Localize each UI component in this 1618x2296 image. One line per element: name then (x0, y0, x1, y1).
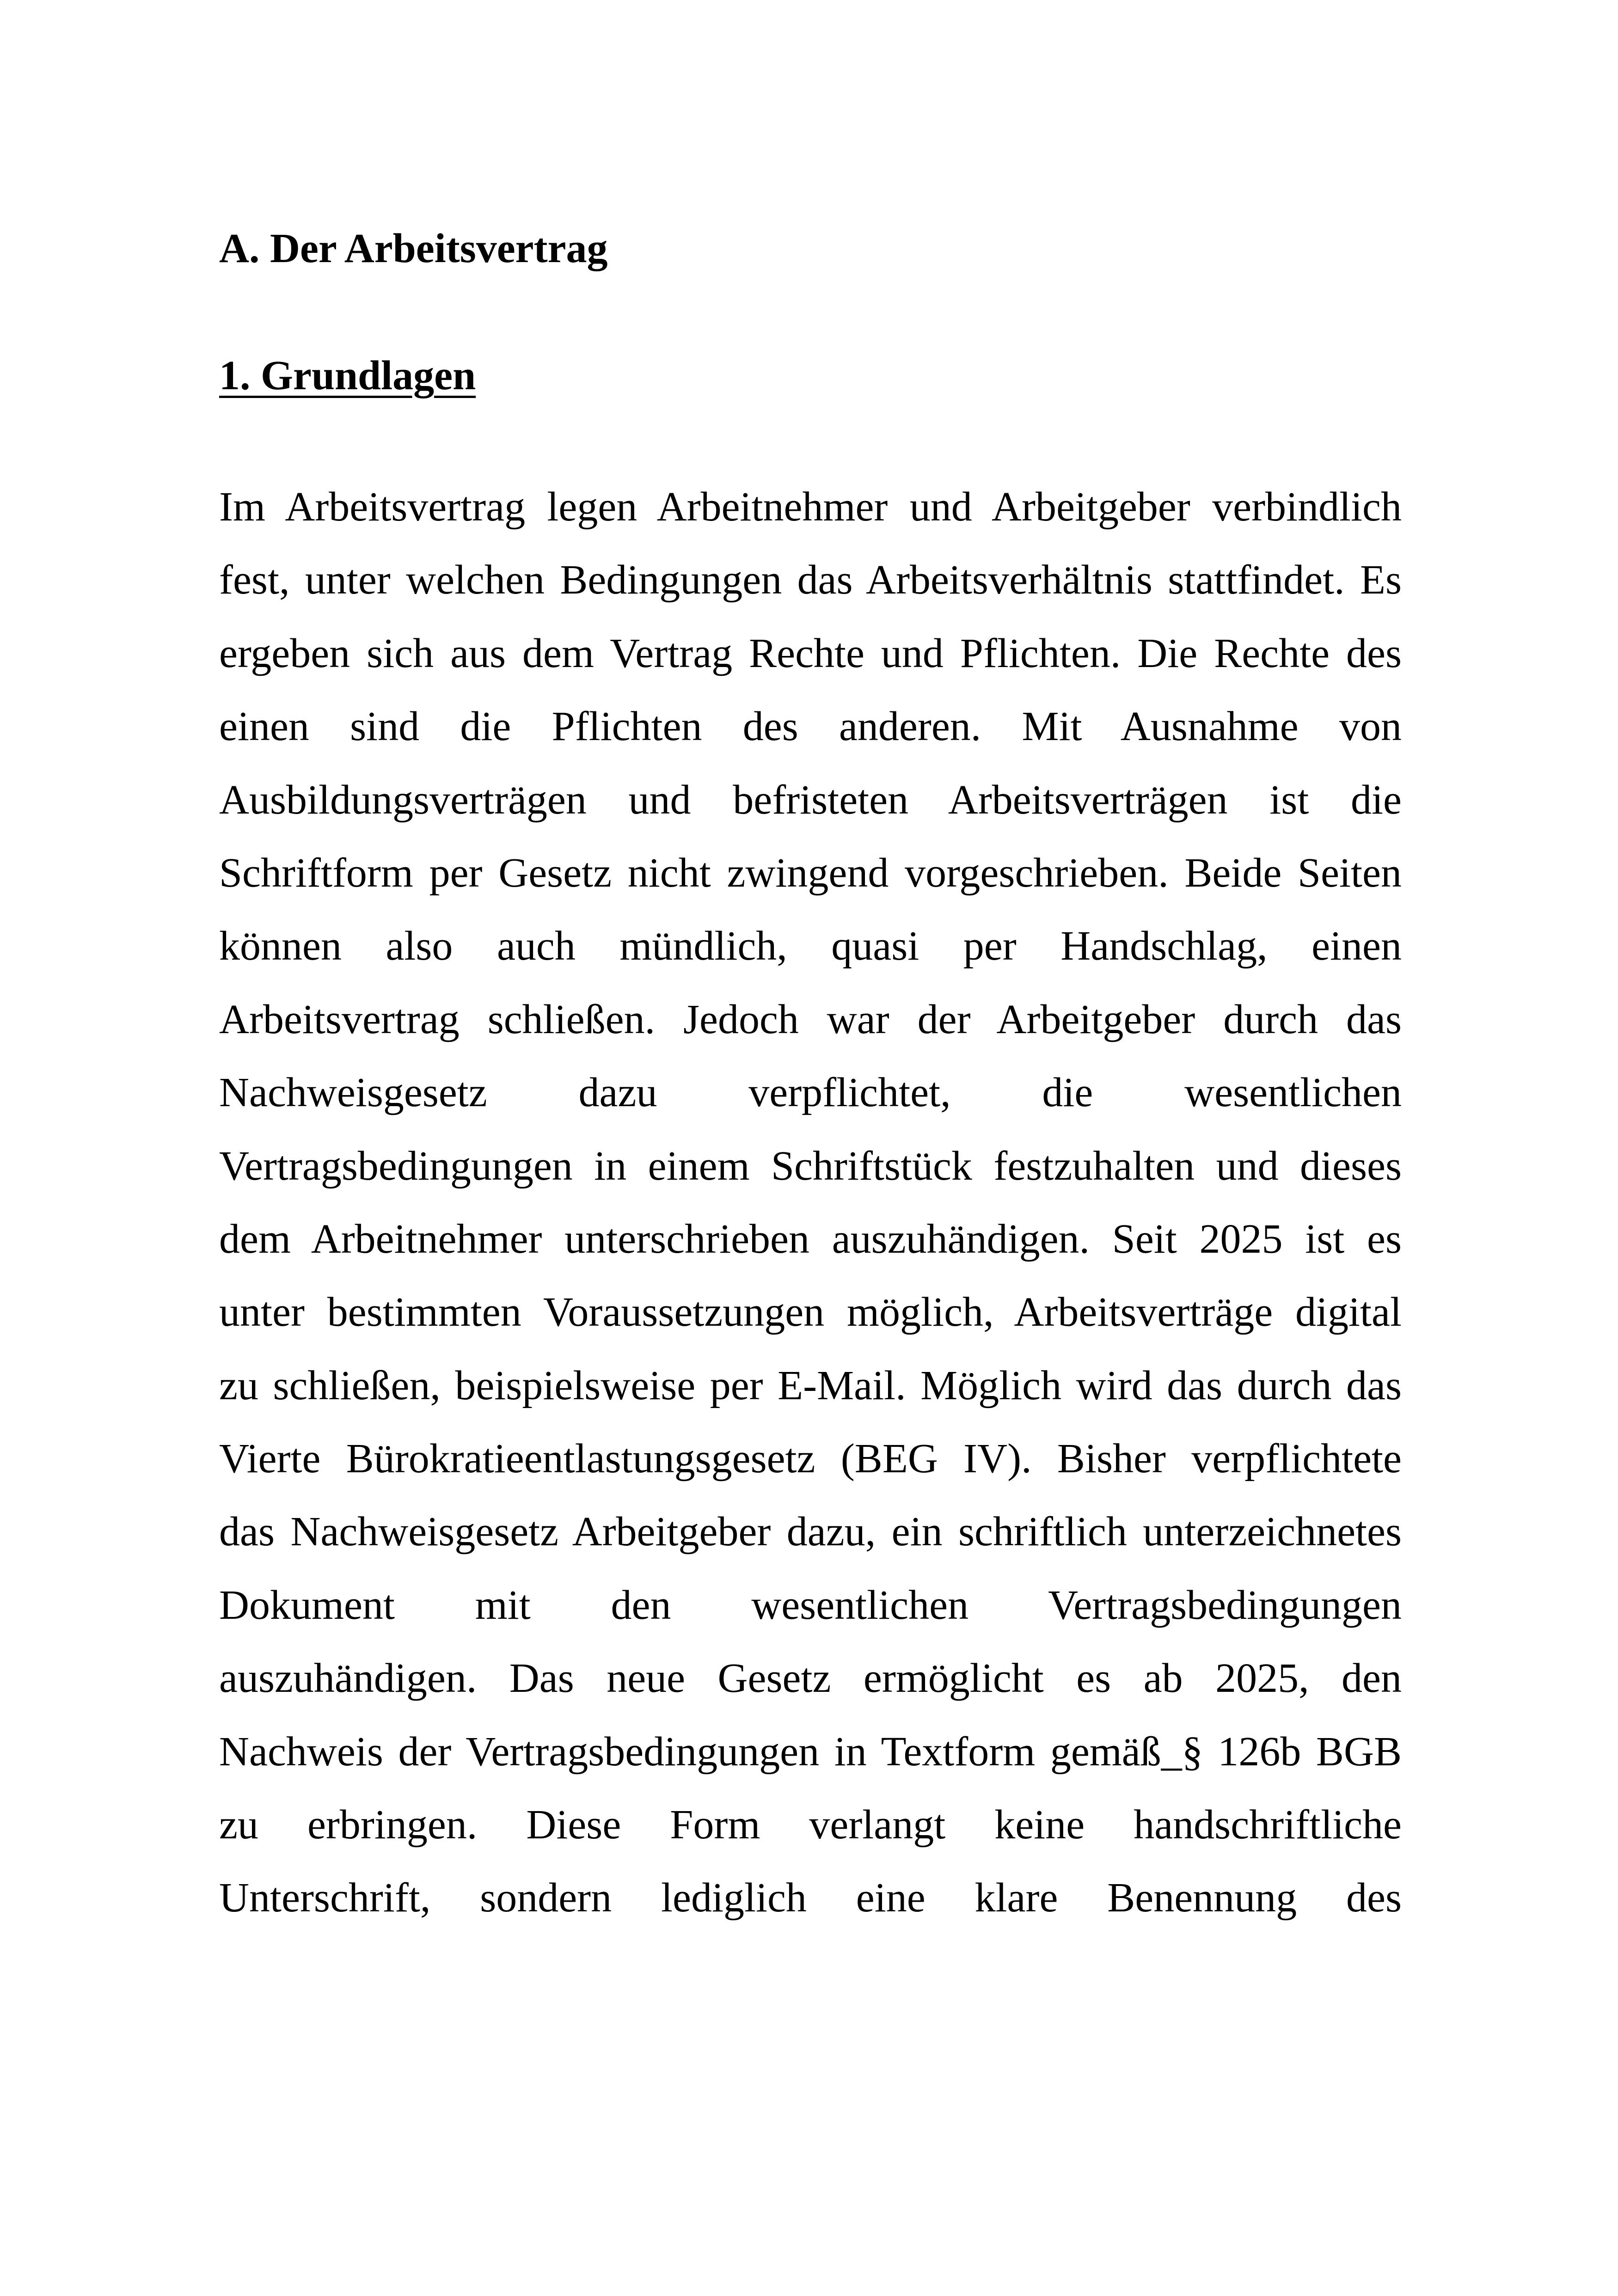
paragraph-line: fest, unter welchen Bedingungen das Arbeitsverhältnis stattfindet. Es (219, 557, 1402, 603)
paragraph-line: Schriftform per Gesetz nicht zwingend vorgeschrieben. Beide Seiten (219, 850, 1402, 896)
paragraph-line: Unterschrift, sondern lediglich eine klare Benennung des (219, 1875, 1402, 1921)
paragraph-line: ergeben sich aus dem Vertrag Rechte und Pflichten. Die Rechte des (219, 630, 1402, 676)
paragraph-line: zu erbringen. Diese Form verlangt keine handschriftliche (219, 1802, 1402, 1848)
paragraph-line: Nachweisgesetz dazu verpflichtet, die wesentlichen (219, 1070, 1402, 1116)
body-paragraph (219, 471, 1402, 1935)
paragraph-line: das Nachweisgesetz Arbeitgeber dazu, ein schriftlich unterzeichnetes (219, 1509, 1402, 1555)
paragraph-line: dem Arbeitnehmer unterschrieben auszuhändigen. Seit 2025 ist es (219, 1216, 1402, 1262)
paragraph-line: Dokument mit den wesentlichen Vertragsbedingungen (219, 1582, 1402, 1628)
paragraph-line: auszuhändigen. Das neue Gesetz ermöglicht es ab 2025, den (219, 1655, 1402, 1702)
page-content (219, 217, 1402, 1935)
paragraph-line: einen sind die Pflichten des anderen. Mit Ausnahme von (219, 704, 1402, 750)
paragraph-line: Arbeitsvertrag schließen. Jedoch war der Arbeitgeber durch das (219, 996, 1402, 1042)
paragraph-line: können also auch mündlich, quasi per Handschlag, einen (219, 923, 1402, 969)
section-heading: A. Der Arbeitsvertrag (219, 226, 608, 271)
paragraph-line: Nachweis der Vertragsbedingungen in Textform gemäß_§ 126b BGB (219, 1728, 1402, 1775)
paragraph-line: Im Arbeitsvertrag legen Arbeitnehmer und Arbeitgeber verbindlich (219, 484, 1402, 530)
paragraph-line: Ausbildungsverträgen und befristeten Arbeitsverträgen ist die (219, 777, 1402, 823)
paragraph-line: Vierte Bürokratieentlastungsgesetz (BEG IV). Bisher verpflichtete (219, 1436, 1402, 1482)
paragraph-line: Vertragsbedingungen in einem Schriftstück festzuhalten und dieses (219, 1143, 1402, 1189)
subsection-heading: 1. Grundlagen (219, 353, 476, 398)
paragraph-line: zu schließen, beispielsweise per E-Mail. Möglich wird das durch das (219, 1362, 1402, 1408)
paragraph-line: unter bestimmten Voraussetzungen möglich, Arbeitsverträge digital (219, 1289, 1402, 1335)
